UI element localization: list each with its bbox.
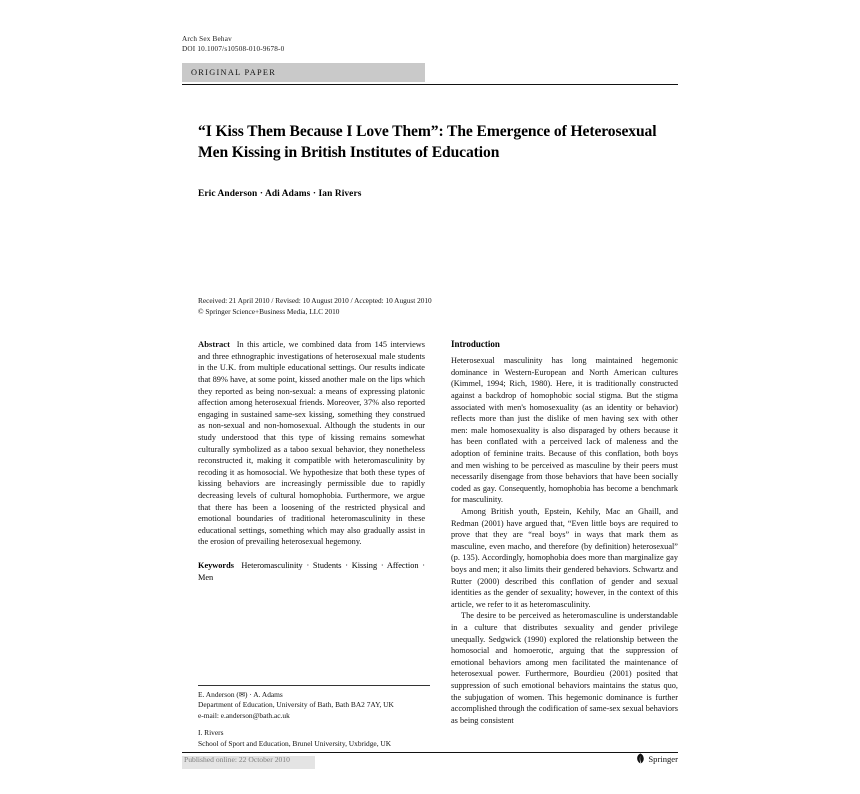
two-column-body — [182, 339, 678, 726]
footnote-author-line: E. Anderson (✉) · A. Adams — [198, 690, 283, 699]
article-type-label: ORIGINAL PAPER — [191, 68, 277, 77]
published-highlight-overlay — [182, 756, 315, 769]
footnote-affiliation: Department of Education, University of Bath, Bath BA2 7AY, UK — [198, 700, 394, 710]
page-title: “I Kiss Them Because I Love Them”: The Emergence of Heterosexual Men Kissing in British Institutes of Education — [198, 123, 657, 162]
intro-paragraph-3: The desire to be perceived as heteromasculine is understandable in a culture that distributes sexuality and gender privilege unequally. Sedgwick (1990) explored the relationship between the homosocial and homoerotic, arguing that the suppression of emotional behaviors among men facilitated the maintenance of heterosexual power. Furthermore, Bourdieu (2001) posited that suppression of such emotional behaviors maintains the status quo, the subjugation of women. This hegemonic dominance is further accomplished through the codification of same-sex sexual behaviors as being consistent — [451, 611, 678, 725]
received-line: Received: 21 April 2010 / Revised: 10 August 2010 / Accepted: 10 August 2010 — [198, 296, 432, 306]
footnote-author2-line: I. Rivers — [198, 728, 224, 738]
journal-header — [182, 34, 678, 54]
intro-paragraph-2: Among British youth, Epstein, Kehily, Mac an Ghaill, and Redman (2001) have argued that, “Even little boys are required to prove that they are “real boys” in ways that mark them as masculine, even macho, and therefore (by definition) heterosexual” (p. 135). Accordingly, homophobia does more than marginalize gay boys and men; it also limits their gendered behaviors. Schwartz and Rutter (2000) described this conflation of gender and sexual identities as the gender of sexuality; however, in the context of this article, we refer to it as heteromasculinity. — [451, 507, 678, 609]
header-divider — [182, 84, 678, 85]
correspondence-footnote — [198, 690, 438, 756]
author-list: Eric Anderson · Adi Adams · Ian Rivers — [198, 189, 362, 200]
footnote-author-2 — [198, 728, 438, 749]
intro-paragraph-1: Heterosexual masculinity has long maintained hegemonic dominance in Western-European and North American cultures (Kimmel, 1994; Rich, 1980). Here, it is traditionally constructed against a backdrop of homophobic social stigma. But the stigma associated with men's homosexuality (as an identity or behavior) reflects more than just the dislike of men having sex with other men: male homosexuality is also disparaged by others because it has been conflated with a perceived lack of maleness and the adoption of feminine traits. Because of this conflation, both boys and men wishing to be perceived as masculine by their peers must necessarily disengage from those behaviors that have been socially coded as gay. Consequently, homophobia has become a benchmark for masculinity. — [451, 356, 678, 505]
abstract-heading: Abstract — [198, 339, 230, 350]
footer-divider — [182, 752, 678, 753]
keywords-heading: Keywords — [198, 560, 234, 570]
journal-name: Arch Sex Behav — [182, 35, 232, 43]
footnote-divider — [198, 685, 430, 686]
springer-icon — [636, 753, 645, 764]
abstract-text: In this article, we combined data from 145 interviews and three ethnographic investigations of heterosexual male students in the U.K. from multiple educational settings. Our results indicate that 89% have, at some point, kissed another male on the lips which they reported as being non-sexual: a means of expressing platonic affection among heterosexual friends. Moreover, 37% also reported engaging in sustained same-sex kissing, something they construed as non-sexual and non-homosexual. Although the students in our study understood that this type of kissing remains somewhat culturally symbolized as a taboo sexual behavior, they nonetheless reconstructed it, making it compatible with heteromasculinity by recoding it as homosocial. We hypothesize that both these types of kissing behaviors are increasingly permissible due to rapidly decreasing levels of cultural homophobia. Furthermore, we argue that there has been a loosening of the restricted physical and emotional boundaries of traditional heteromasculinity in these educational settings, something which may also gradually assist in the erosion of prevailing heterosexual hegemony. — [198, 340, 425, 547]
article-type-banner — [182, 63, 425, 82]
keywords-text: Heteromasculinity · Students · Kissing · Affection · Men — [198, 560, 425, 582]
publisher-logo — [636, 753, 678, 764]
article-dates — [182, 296, 678, 317]
left-column — [198, 339, 425, 726]
journal-doi: DOI 10.1007/s10508-010-9678-0 — [182, 45, 285, 53]
copyright-line: © Springer Science+Business Media, LLC 2010 — [198, 306, 340, 316]
publisher-name: Springer — [648, 753, 678, 764]
abstract-paragraph — [198, 339, 425, 548]
page-content — [182, 34, 678, 764]
footnote-email[interactable]: e-mail: e.anderson@bath.ac.uk — [198, 710, 290, 720]
section-heading-introduction: Introduction — [451, 339, 500, 350]
footnote-author-1 — [198, 690, 438, 721]
footnote-affiliation2: School of Sport and Education, Brunel University, Uxbridge, UK — [198, 738, 392, 748]
right-column — [451, 339, 678, 726]
keywords-paragraph — [198, 560, 425, 583]
